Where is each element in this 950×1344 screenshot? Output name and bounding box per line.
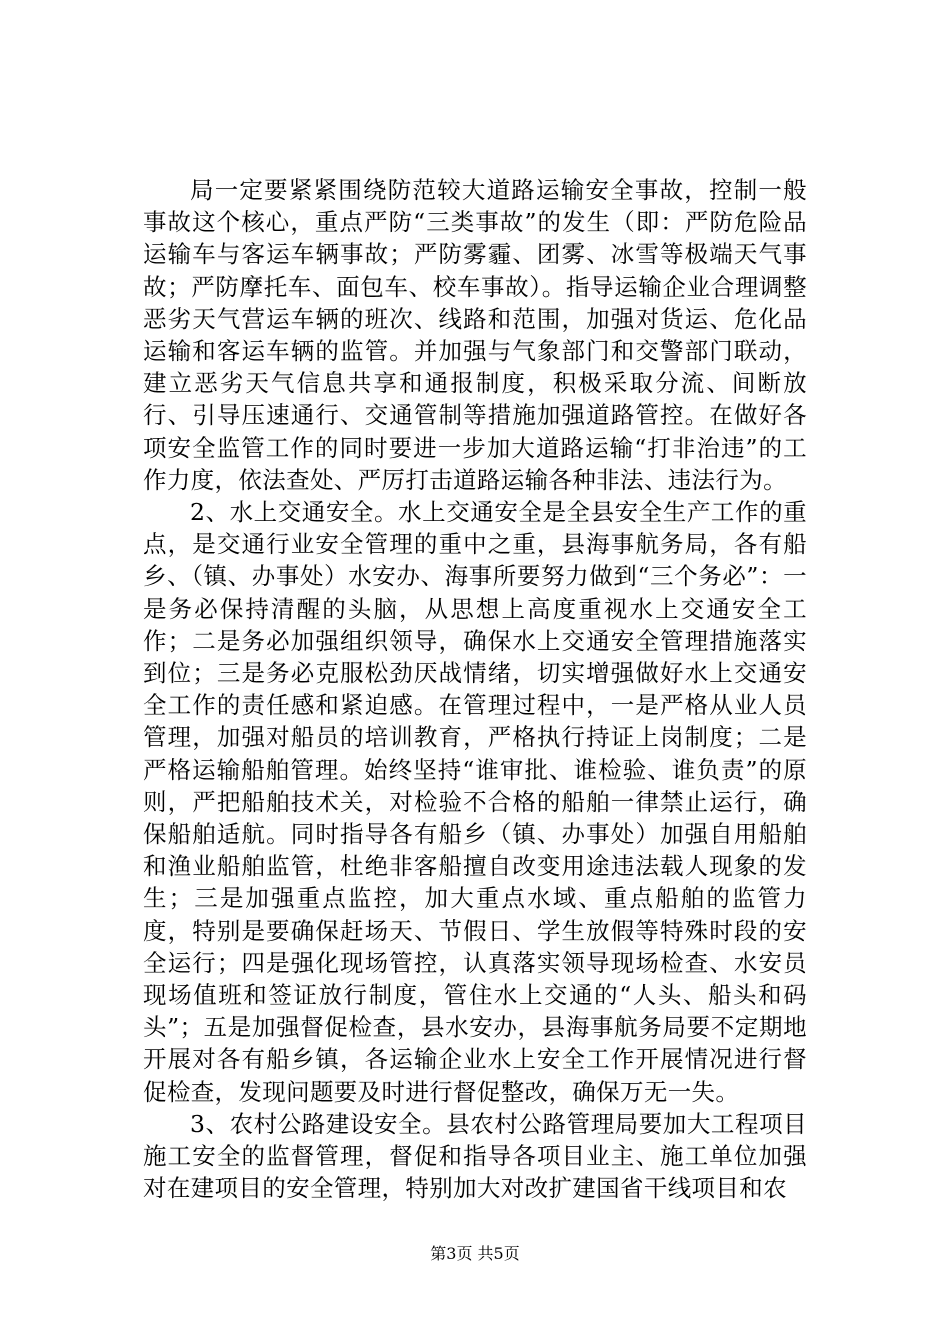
paragraph-road-transport: 局一定要紧紧围绕防范较大道路运输安全事故，控制一般事故这个核心，重点严防“三类事故”的发生（即：严防危险品运输车与客运车辆事故；严防雾霾、团雾、冰雪等极端天气事故；严防摩托车、面包车、校车事故）。指导运输企业合理调整恶劣天气营运车辆的班次、线路和范围，加强对货运、危化品运输和客运车辆的监管。并加强与气象部门和交警部门联动，建立恶劣天气信息共享和通报制度，积极采取分流、间断放行、引导压速通行、交通管制等措施加强道路管控。在做好各项安全监管工作的同时要进一步加大道路运输“打非治违”的工作力度，依法查处、严厉打击道路运输各种非法、违法行为。: [143, 176, 807, 494]
paragraph-rural-road-construction: 3、农村公路建设安全。县农村公路管理局要加大工程项目施工安全的监督管理，督促和指导各项目业主、施工单位加强对在建项目的安全管理，特别加大对改扩建国省干线项目和农: [143, 1109, 807, 1203]
paragraph-water-traffic-safety: 2、水上交通安全。水上交通安全是全县安全生产工作的重点，是交通行业安全管理的重中之重，县海事航务局，各有船乡、（镇、办事处）水安办、海事所要努力做到“三个务必”：一是务必保持清醒的头脑，从思想上高度重视水上交通安全工作；二是务必加强组织领导，确保水上交通安全管理措施落实到位；三是务必克服松劲厌战情绪，切实增强做好水上交通安全工作的责任感和紧迫感。在管理过程中，一是严格从业人员管理，加强对船员的培训教育，严格执行持证上岗制度；二是严格运输船舶管理。始终坚持“谁审批、谁检验、谁负责”的原则，严把船舶技术关，对检验不合格的船舶一律禁止运行，确保船舶适航。同时指导各有船乡（镇、办事处）加强自用船舶和渔业船舶监管，杜绝非客船擅自改变用途违法载人现象的发生；三是加强重点监控，加大重点水域、重点船舶的监管力度，特别是要确保赶场天、节假日、学生放假等特殊时段的安全运行；四是强化现场管控，认真落实领导现场检查、水安员现场值班和签证放行制度，管住水上交通的“人头、船头和码头”；五是加强督促检查，县水安办，县海事航务局要不定期地开展对各有船乡镇，各运输企业水上安全工作开展情况进行督促检查，发现问题要及时进行督促整改，确保万无一失。: [143, 498, 807, 1106]
page-footer: 第3页 共5页: [430, 1244, 520, 1263]
document-body: [143, 174, 807, 1205]
